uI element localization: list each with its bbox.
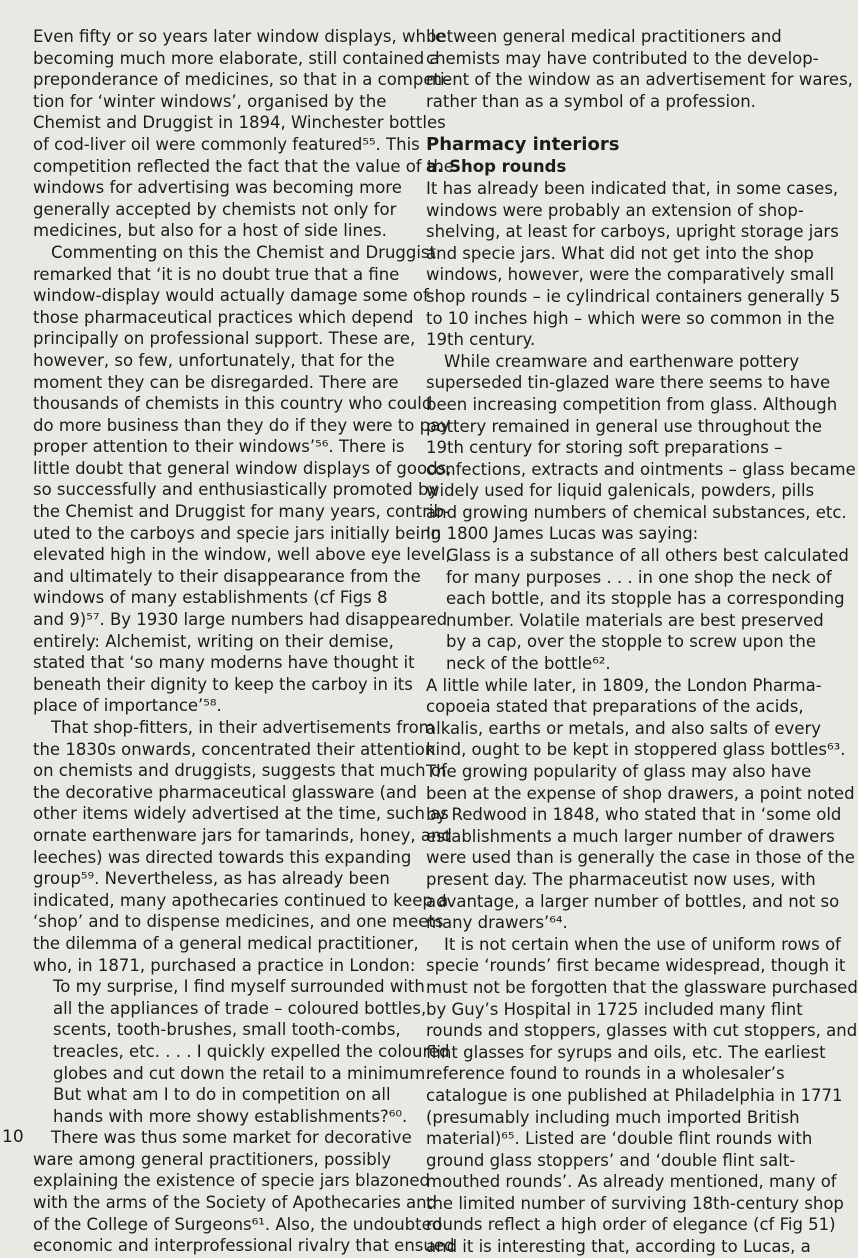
text-line: and 9)⁵⁷. By 1930 large numbers had disappeared	[33, 610, 448, 630]
text-line: superseded tin-glazed ware there seems to have	[426, 373, 831, 393]
text-line: by Redwood in 1848, who stated that in ‘some old	[426, 805, 842, 825]
text-line: rather than as a symbol of a profession.	[426, 91, 756, 111]
text-line: the limited number of surviving 18th-century shop	[426, 1193, 844, 1213]
text-line: each bottle, and its stopple has a corresponding	[446, 589, 845, 609]
text-line: catalogue is one published at Philadelphia in 1771	[426, 1085, 843, 1105]
text-line: 19th century.	[426, 330, 536, 350]
text-line: and growing numbers of chemical substances, etc.	[426, 502, 847, 522]
text-line: so successfully and enthusiastically promoted by	[33, 480, 439, 500]
page-number: 10	[2, 1127, 24, 1147]
text-line: the decorative pharmaceutical glassware (and	[33, 782, 417, 802]
text-line: ‘shop’ and to dispense medicines, and one meets	[33, 912, 444, 932]
text-line: globes and cut down the retail to a minimum.	[53, 1063, 431, 1083]
text-line: alkalis, earths or metals, and also salts of every	[426, 718, 822, 738]
text-line: all the appliances of trade – coloured bottles,	[53, 998, 427, 1018]
text-line: establishments a much larger number of drawers	[426, 826, 835, 846]
text-line: of cod-liver oil were commonly featured⁵⁵. This	[33, 134, 420, 154]
text-line: generally accepted by chemists not only for	[33, 199, 397, 219]
text-line: do more business than they do if they were to pay	[33, 415, 450, 435]
right-column-body	[426, 178, 858, 1258]
text-line: window-display would actually damage some of	[33, 286, 429, 306]
text-line: the dilemma of a general medical practitioner,	[33, 933, 419, 953]
text-line: beneath their dignity to keep the carboy in its	[33, 674, 413, 694]
text-line: to 10 inches high – which were so common in the	[426, 308, 835, 328]
text-line: chemists may have contributed to the develop-	[426, 48, 819, 68]
text-line: material)⁶⁵. Listed are ‘double flint rounds with	[426, 1129, 813, 1149]
text-line: between general medical practitioners and	[426, 27, 782, 46]
text-line: principally on professional support. These are,	[33, 329, 416, 349]
text-line: Even fifty or so years later window displays, while	[33, 27, 446, 46]
text-line: economic and interprofessional rivalry that ensued	[33, 1236, 455, 1256]
text-line: of the College of Surgeons⁶¹. Also, the undoubted	[33, 1214, 443, 1234]
right-column	[426, 26, 858, 1258]
text-line: shop rounds – ie cylindrical containers generally 5	[426, 286, 841, 306]
text-line: windows were probably an extension of shop-	[426, 200, 804, 220]
text-line: proper attention to their windows’⁵⁶. There is	[33, 437, 405, 457]
text-line: That shop-fitters, in their advertisements from	[51, 718, 435, 737]
text-line: ground glass stoppers’ and ‘double flint salt-	[426, 1150, 796, 1170]
text-line: on chemists and druggists, suggests that much of	[33, 761, 447, 781]
text-line: copoeia stated that preparations of the acids,	[426, 697, 804, 717]
text-line: rounds and stoppers, glasses with cut stoppers, and	[426, 1021, 858, 1041]
text-line: ment of the window as an advertisement for wares,	[426, 70, 853, 90]
text-line: who, in 1871, purchased a practice in London:	[33, 955, 416, 975]
text-line: To my surprise, I find myself surrounded with	[53, 977, 425, 997]
right-column-intro	[426, 26, 853, 112]
text-line: ware among general practitioners, possibly	[33, 1149, 392, 1169]
left-column	[33, 26, 455, 1257]
text-line: and specie jars. What did not get into the shop	[426, 243, 814, 263]
text-line: windows of many establishments (cf Figs 8	[33, 588, 388, 608]
text-line: competition reflected the fact that the value of the	[33, 156, 454, 176]
text-line: stated that ‘so many moderns have thought it	[33, 653, 415, 673]
text-line: for many purposes . . . in one shop the neck of	[446, 567, 832, 587]
text-line: In 1800 James Lucas was saying:	[426, 524, 699, 544]
text-line: flint glasses for syrups and oils, etc. The earliest	[426, 1042, 826, 1062]
text-line: explaining the existence of specie jars blazoned	[33, 1171, 431, 1191]
text-line: and it is interesting that, according to Lucas, a	[426, 1237, 811, 1257]
text-line: must not be forgotten that the glassware purchased	[426, 977, 858, 997]
text-line: and ultimately to their disappearance from the	[33, 566, 421, 586]
text-line: those pharmaceutical practices which depend	[33, 307, 414, 327]
subsection-heading: a. Shop rounds	[426, 157, 567, 177]
text-line: medicines, but also for a host of side lines.	[33, 221, 387, 241]
text-line: There was thus some market for decorative	[51, 1128, 412, 1148]
text-line: by a cap, over the stopple to screw upon the	[446, 632, 817, 652]
section-heading: Pharmacy interiors	[426, 134, 620, 156]
text-line: the Chemist and Druggist for many years, contrib-	[33, 502, 450, 522]
text-line: were used than is generally the case in those of the	[426, 848, 855, 868]
text-line: mouthed rounds’. As already mentioned, many of	[426, 1172, 837, 1192]
text-line: But what am I to do in competition on all	[53, 1085, 391, 1105]
text-line: shelving, at least for carboys, upright storage jars	[426, 222, 839, 242]
text-line: entirely: Alchemist, writing on their demise,	[33, 631, 394, 651]
text-line: scents, tooth-brushes, small tooth-combs,	[53, 1020, 401, 1040]
text-line: thousands of chemists in this country who could	[33, 394, 433, 414]
text-line: uted to the carboys and specie jars initially being	[33, 523, 442, 543]
text-line: elevated high in the window, well above eye level,	[33, 545, 451, 565]
text-line: by Guy’s Hospital in 1725 included many flint	[426, 999, 803, 1019]
text-line: present day. The pharmaceutist now uses, with	[426, 869, 816, 889]
text-line: ornate earthenware jars for tamarinds, honey, and	[33, 825, 452, 845]
text-line: (presumably including much imported British	[426, 1107, 800, 1127]
text-line: rounds reflect a high order of elegance (cf Fig 51)	[426, 1215, 836, 1235]
text-line: other items widely advertised at the time, such as	[33, 804, 449, 824]
text-line: It has already been indicated that, in some cases,	[426, 178, 839, 198]
text-line: Chemist and Druggist in 1894, Winchester bottles	[33, 113, 446, 133]
text-line: tion for ‘winter windows’, organised by the	[33, 91, 387, 111]
text-line: It is not certain when the use of uniform rows of	[444, 934, 841, 954]
text-line: A little while later, in 1809, the London Pharma-	[426, 675, 822, 695]
text-line: group⁵⁹. Nevertheless, as has already been	[33, 869, 390, 889]
text-line: been increasing competition from glass. Although	[426, 394, 838, 414]
text-line: many drawers’⁶⁴.	[426, 913, 568, 933]
text-line: neck of the bottle⁶².	[446, 654, 611, 674]
text-line: windows for advertising was becoming more	[33, 178, 402, 198]
text-line: specie ‘rounds’ first became widespread, though it	[426, 956, 846, 976]
text-line: pottery remained in general use throughout the	[426, 416, 822, 436]
text-line: 19th century for storing soft preparations –	[426, 438, 783, 458]
text-line: indicated, many apothecaries continued to keep a	[33, 890, 449, 910]
text-line: preponderance of medicines, so that in a competi-	[33, 70, 451, 90]
text-line: While creamware and earthenware pottery	[444, 351, 800, 371]
text-line: The growing popularity of glass may also have	[426, 762, 812, 781]
text-line: number. Volatile materials are best preserved	[446, 610, 824, 630]
text-line: confections, extracts and ointments – glass became	[426, 459, 856, 479]
text-line: kind, ought to be kept in stoppered glass bottles⁶³.	[426, 740, 846, 760]
text-line: leeches) was directed towards this expanding	[33, 847, 412, 867]
text-line: advantage, a larger number of bottles, and not so	[426, 891, 840, 911]
text-line: widely used for liquid galenicals, powders, pills	[426, 481, 815, 501]
text-line: however, so few, unfortunately, that for the	[33, 350, 395, 370]
text-line: moment they can be disregarded. There are	[33, 372, 399, 392]
text-line: treacles, etc. . . . I quickly expelled the coloured	[53, 1041, 450, 1061]
text-line: Glass is a substance of all others best calculated	[446, 546, 849, 566]
text-line: place of importance’⁵⁸.	[33, 696, 222, 716]
text-line: with the arms of the Society of Apothecaries and	[33, 1193, 438, 1213]
text-line: hands with more showy establishments?⁶⁰.	[53, 1106, 408, 1126]
text-line: been at the expense of shop drawers, a point noted	[426, 783, 855, 803]
text-line: little doubt that general window displays of goods,	[33, 458, 452, 478]
text-line: reference found to rounds in a wholesaler’s	[426, 1064, 785, 1084]
text-line: becoming much more elaborate, still contained a	[33, 48, 440, 68]
text-line: the 1830s onwards, concentrated their attention	[33, 739, 436, 759]
text-line: remarked that ‘it is no doubt true that a fine	[33, 264, 400, 284]
text-line: windows, however, were the comparatively small	[426, 265, 835, 285]
text-line: Commenting on this the Chemist and Druggist	[51, 242, 437, 262]
